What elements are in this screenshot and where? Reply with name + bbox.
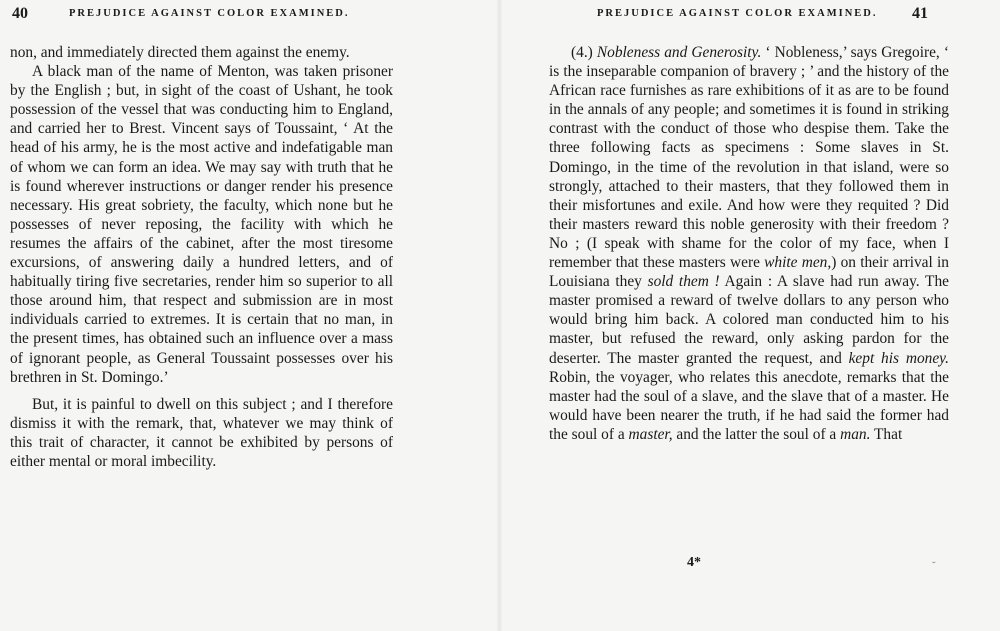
- left-page: [0, 0, 498, 631]
- italic-run: man.: [840, 425, 871, 443]
- left-page-body: [10, 43, 393, 471]
- italic-run: white men,: [764, 254, 832, 272]
- stray-mark: ˘: [932, 560, 936, 572]
- paragraph: But, it is painful to dwell on this subject ; and I therefore dismiss it with the remark, that, whatever we may think of this trait of character, it cannot be exhibited by persons of either mental or moral imbecility.: [10, 395, 393, 470]
- text-run: ) on their arrival in Louisiana they: [549, 254, 949, 291]
- italic-run: master,: [628, 425, 673, 443]
- text-run: Again : A slave had run away. The master promised a reward of twelve dollars to any person who would bring him back. A colored man conducted him to his master, but refused the reward, only asking pardon for the deserter. The master granted the request, and: [549, 273, 949, 367]
- text-run: That: [870, 425, 903, 443]
- page-number-left: 40: [12, 5, 28, 22]
- paragraph: non, and immediately directed them against the enemy.: [10, 44, 350, 61]
- text-run: and the latter the soul of a: [672, 425, 841, 443]
- section-number: (4.): [571, 44, 593, 61]
- paragraph: A black man of the name of Menton, was taken prisoner by the English ; but, in sight of the coast of Ushant, he took possession of the vessel that was conducting him to England, and carried her to Brest. Vincent says of Toussaint, ‘ At the head of his army, he is the most active and indefatigable man of whom we can form an idea. We may say with truth that he is found wherever instructions or danger render his presence necessary. His great sobriety, the faculty, which none but he possesses of never reposing, the facility with which he resumes the affairs of the cabinet, after the most tiresome excursions, of answering daily a hundred letters, and of habitually tiring five secretaries, render him so superior to all those around him, that respect and submission are in most individuals carried to extremes. It is certain that no man, in the present times, has obtained such an influence over a mass of ignorant people, as General Toussaint possesses over his brethren in St. Domingo.’: [10, 63, 393, 386]
- text-run: Robin, the voyager, who relates this anecdote, remarks that the master had the soul of a slave, and the slave that of a master. He would have been nearer the truth, if he had said the former had the soul of a: [549, 368, 949, 443]
- text-run: ‘ Nobleness,’ says Gregoire, ‘ is the inseparable companion of bravery ; ’ and the history of the African race furnishes as rare exhibitions of it as are to be found in the annals of any people; and sometimes it is found in striking contrast with the conduct of those who despise them. Take the three following facts as specimens : Some slaves in St. Domingo, in the time of the revolution in that island, were so strongly, attached to their masters, that they followed them in their misfortunes and exile. And how were they requited ? Did their masters reward this noble generosity with their freedom ? No ; (I speak with shame for the color of my face, when I remember that these masters were: [549, 44, 949, 272]
- page-number-right: 41: [912, 5, 928, 22]
- right-page: [502, 0, 1000, 631]
- section-title: Nobleness and Generosity.: [596, 44, 762, 61]
- italic-run: sold them !: [647, 273, 720, 291]
- signature-mark: 4*: [687, 555, 701, 570]
- italic-run: kept his money.: [848, 349, 949, 367]
- right-page-body: [549, 43, 949, 444]
- paragraph: [549, 43, 949, 444]
- running-head-left: PREJUDICE AGAINST COLOR EXAMINED.: [69, 8, 350, 19]
- running-head-right: PREJUDICE AGAINST COLOR EXAMINED.: [597, 8, 878, 19]
